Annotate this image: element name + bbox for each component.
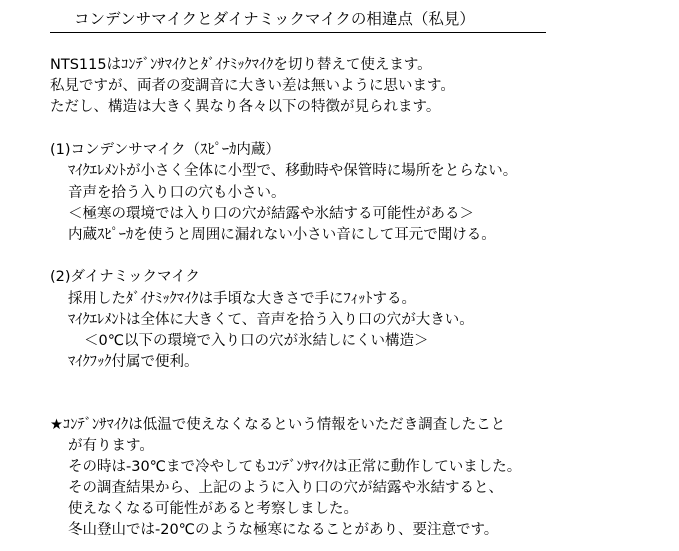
note-line-5: 使えなくなる可能性があると考察しました。 [68, 501, 358, 517]
intro-line-1: NTS115はｺﾝﾃﾞﾝｻﾏｲｸとﾀﾞｲﾅﾐｯｸﾏｲｸを切り替えて使えます。 [50, 57, 432, 73]
section2-line-4: ﾏｲｸﾌｯｸ付属で便利。 [68, 354, 199, 370]
section2-line-3: ＜0℃以下の環境で入り口の穴が氷結しにくい構造＞ [84, 333, 429, 349]
section2-line-1: 採用したﾀﾞｲﾅﾐｯｸﾏｲｸは手頃な大きさで手にﾌｨｯﾄする。 [68, 291, 416, 307]
section1-heading: (1)コンデンサマイク（ｽﾋﾟｰｶ内蔵） [50, 142, 280, 158]
section2-heading: (2)ダイナミックマイク [50, 269, 200, 285]
section1-line-2: 音声を拾う入り口の穴も小さい。 [68, 185, 286, 201]
note-line-2: が有ります。 [68, 438, 154, 454]
note-line-3: その時は-30℃まで冷やしてもｺﾝﾃﾞﾝｻﾏｲｸは正常に動作していました。 [68, 459, 522, 475]
section2-line-2: ﾏｲｸｴﾚﾒﾝﾄは全体に大きくて、音声を拾う入り口の穴が大きい。 [68, 312, 474, 328]
intro-line-3: ただし、構造は大きく異なり各々以下の特徴が見られます。 [50, 99, 441, 115]
section1-line-4: 内蔵ｽﾋﾟｰｶを使うと周囲に漏れない小さい音にして耳元で聞ける。 [68, 227, 496, 243]
section1-line-1: ﾏｲｸｴﾚﾒﾝﾄが小さく全体に小型で、移動時や保管時に場所をとらない。 [68, 163, 518, 179]
note-line-6: 冬山登山では-20℃のような極寒になることがあり、要注意です。 [68, 522, 499, 538]
note-line-4: その調査結果から、上記のように入り口の穴が結露や氷結すると、 [68, 480, 503, 496]
document-title: コンデンサマイクとダイナミックマイクの相違点（私見） [50, 12, 546, 33]
intro-line-2: 私見ですが、両者の変調音に大きい差は無いように思います。 [50, 78, 455, 94]
note-line-1: ★ｺﾝﾃﾞﾝｻﾏｲｸは低温で使えなくなるという情報をいただき調査したこと [50, 417, 506, 433]
section1-line-3: ＜極寒の環境では入り口の穴が結露や氷結する可能性がある＞ [68, 206, 474, 222]
